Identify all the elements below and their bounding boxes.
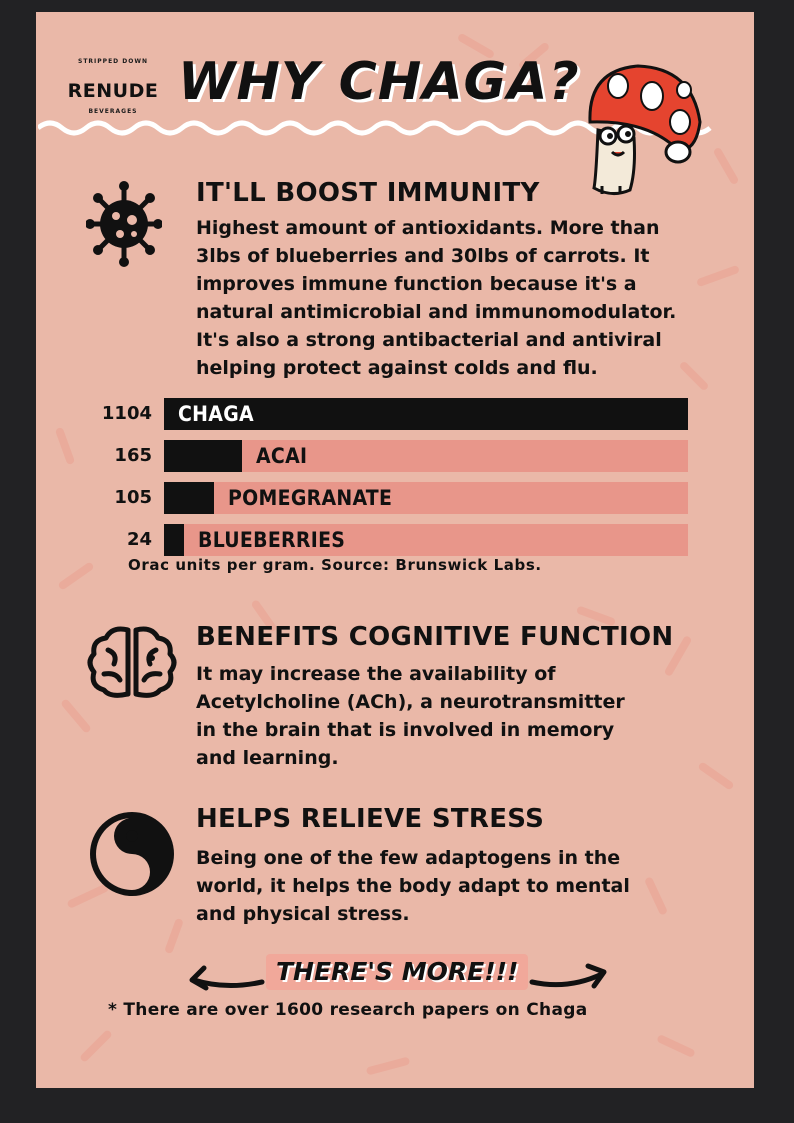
body-line: Highest amount of antioxidants. More than: [196, 217, 660, 239]
research-footnote: * There are over 1600 research papers on Chaga: [108, 1000, 588, 1020]
bar-track: [164, 398, 688, 430]
section-body-cognitive: [196, 660, 625, 772]
bar-track: [164, 440, 688, 472]
bar-category-label: BLUEBERRIES: [198, 528, 346, 552]
body-line: and physical stress.: [196, 903, 410, 925]
section-heading-immunity: IT'LL BOOST IMMUNITY: [196, 178, 540, 208]
background-squiggle: [696, 265, 740, 288]
body-line: It's also a strong antibacterial and antiviral: [196, 329, 662, 351]
mushroom-mascot-icon: [568, 60, 708, 206]
background-squiggle: [164, 918, 184, 955]
body-line: in the brain that is involved in memory: [196, 719, 615, 741]
body-line: natural antimicrobial and immunomodulator.: [196, 301, 677, 323]
section-body-immunity: [196, 214, 676, 382]
section-heading-cognitive: BENEFITS COGNITIVE FUNCTION: [196, 622, 674, 652]
background-squiggle: [713, 147, 740, 186]
bar-value-label: 165: [114, 445, 152, 466]
bar-row: [60, 398, 720, 430]
bar-row: [60, 482, 720, 514]
logo-top-text: STRIPPED DOWN: [78, 58, 148, 65]
brain-icon: [86, 624, 178, 700]
background-squiggle: [79, 1029, 113, 1063]
body-line: Being one of the few adaptogens in the: [196, 847, 621, 869]
body-line: 3lbs of blueberries and 30lbs of carrots. It: [196, 245, 650, 267]
virus-icon: [86, 180, 162, 270]
body-line: improves immune function because it's a: [196, 273, 637, 295]
bar-value-label: 24: [126, 529, 152, 550]
background-squiggle: [57, 561, 94, 590]
bar: [164, 482, 214, 514]
theres-more-label: THERE'S MORE!!!: [266, 954, 528, 990]
background-squiggle: [678, 360, 709, 391]
page-title: WHY CHAGA?: [178, 52, 580, 112]
logo-brand: RENUDE: [67, 80, 159, 102]
bar-row: [60, 440, 720, 472]
body-line: and learning.: [196, 747, 339, 769]
background-squiggle: [60, 698, 92, 734]
arrow-left-icon: [186, 960, 266, 996]
bar-track: [164, 482, 688, 514]
body-line: helping protect against colds and flu.: [196, 357, 598, 379]
bar-value-label: 105: [114, 487, 152, 508]
bar-category-label: ACAI: [256, 444, 308, 468]
background-squiggle: [366, 1056, 411, 1075]
background-squiggle: [697, 761, 734, 790]
body-line: It may increase the availability of: [196, 663, 556, 685]
bar-category-label: CHAGA: [178, 402, 254, 426]
bar-category-label: POMEGRANATE: [228, 486, 393, 510]
section-heading-stress: HELPS RELIEVE STRESS: [196, 804, 545, 834]
background-squiggle: [656, 1034, 696, 1058]
body-line: world, it helps the body adapt to mental: [196, 875, 630, 897]
section-body-stress: [196, 844, 630, 928]
body-line: Acetylcholine (ACh), a neurotransmitter: [196, 691, 625, 713]
chart-caption: Orac units per gram. Source: Brunswick Labs.: [128, 556, 542, 574]
bar-track: [164, 524, 688, 556]
bar-value-label: 1104: [101, 403, 152, 424]
bar: [164, 440, 242, 472]
arrow-right-icon: [528, 960, 610, 996]
background-squiggle: [644, 876, 668, 916]
yin-yang-icon: [86, 808, 178, 900]
bar-row: [60, 524, 720, 556]
logo-bottom-text: BEVERAGES: [88, 108, 138, 115]
bar: [164, 524, 184, 556]
